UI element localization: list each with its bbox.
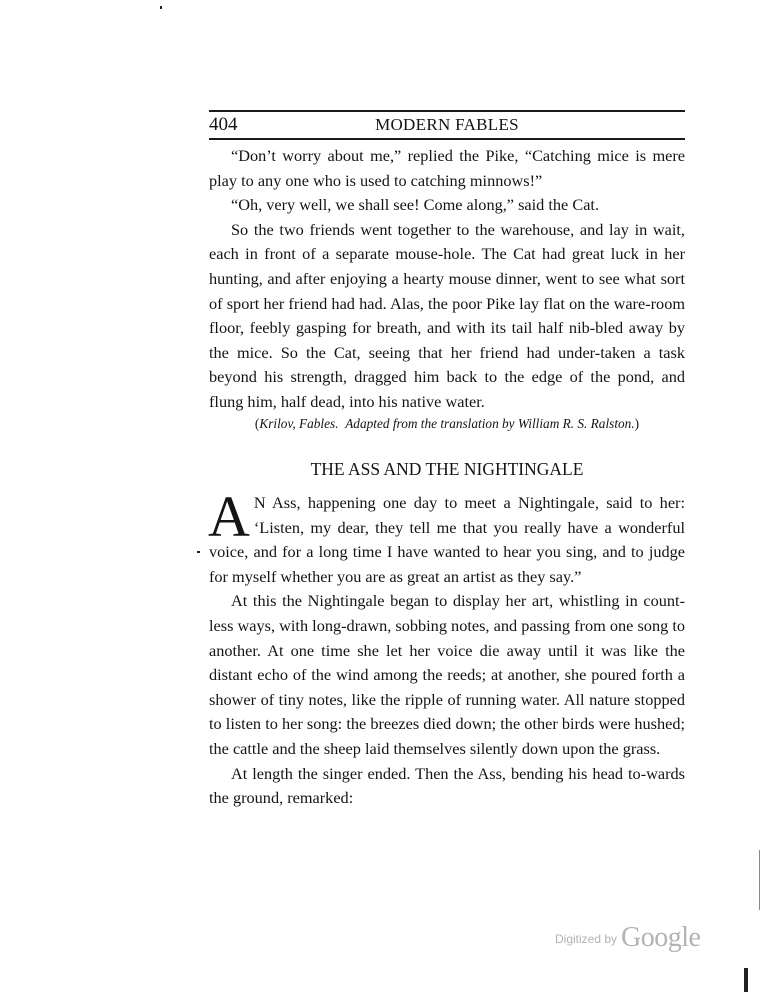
citation-author-work: Krilov, Fables. (259, 416, 339, 431)
page-header (209, 113, 685, 137)
fable-text (208, 484, 685, 811)
paragraph (208, 484, 685, 589)
scan-speck (160, 6, 162, 9)
paragraph: “Oh, very well, we shall see! Come along,” said the Cat. (231, 195, 600, 215)
header-top-rule (209, 110, 685, 112)
scan-edge-line (759, 850, 760, 910)
google-logo: Google (621, 922, 701, 953)
citation-translator: William R. S. Ralston. (517, 416, 635, 431)
running-head: MODERN FABLES (375, 115, 519, 134)
paragraph: At length the singer ended. Then the Ass, bending his head to-wards the ground, remarked: (209, 763, 685, 808)
watermark-prefix: Digitized by (555, 932, 618, 946)
first-paragraph-text: N Ass, happening one day to meet a Nightingale, said to her: ‘Listen, my dear, they tell me that you really have a wonderful voice, and for a long time I have wanted to hear you sing, and to judge for myself whether you are as great an artist as they say.” (209, 493, 685, 586)
scan-edge-mark (744, 968, 748, 992)
digitized-by-google-watermark (555, 922, 725, 958)
paragraph: At this the Nightingale began to display her art, whistling in count-less ways, with long-drawn, sobbing notes, and passing from one song to another. At one time she let her voice die away until it was like the distant echo of the wind among the reeds; at another, she poured forth a shower of tiny notes, like the ripple of running water. All nature stopped to listen to her song: the breezes died down; the other birds were hushed; the cattle and the sheep laid themselves silently down upon the grass. (209, 591, 685, 758)
fable-title: THE ASS AND THE NIGHTINGALE (310, 459, 584, 479)
previous-fable-text (209, 144, 685, 415)
drop-cap: A (208, 484, 250, 549)
paragraph: “Don’t worry about me,” replied the Pike, “Catching mice is mere play to any one who is used to catching minnows!” (209, 146, 685, 190)
scan-speck (197, 551, 200, 553)
source-citation: (Krilov, Fables. Adapted from the translation by William R. S. Ralston.) (254, 416, 640, 431)
page-number: 404 (209, 114, 238, 135)
header-bottom-rule (209, 138, 685, 140)
paragraph: So the two friends went together to the warehouse, and lay in wait, each in front of a separate mouse-hole. The Cat had great luck in her hunting, and after enjoying a hearty mouse dinner, went to see what sort of sport her friend had had. Alas, the poor Pike lay flat on the ware-room floor, feebly gasping for breath, and with its tail half nib-bled away by the mice. So the Cat, seeing that her friend had under-taken a task beyond his strength, dragged him back to the edge of the pond, and flung him, half dead, into his native water. (209, 219, 685, 411)
book-page (209, 0, 685, 1000)
citation-note: Adapted from the translation by (345, 416, 515, 431)
